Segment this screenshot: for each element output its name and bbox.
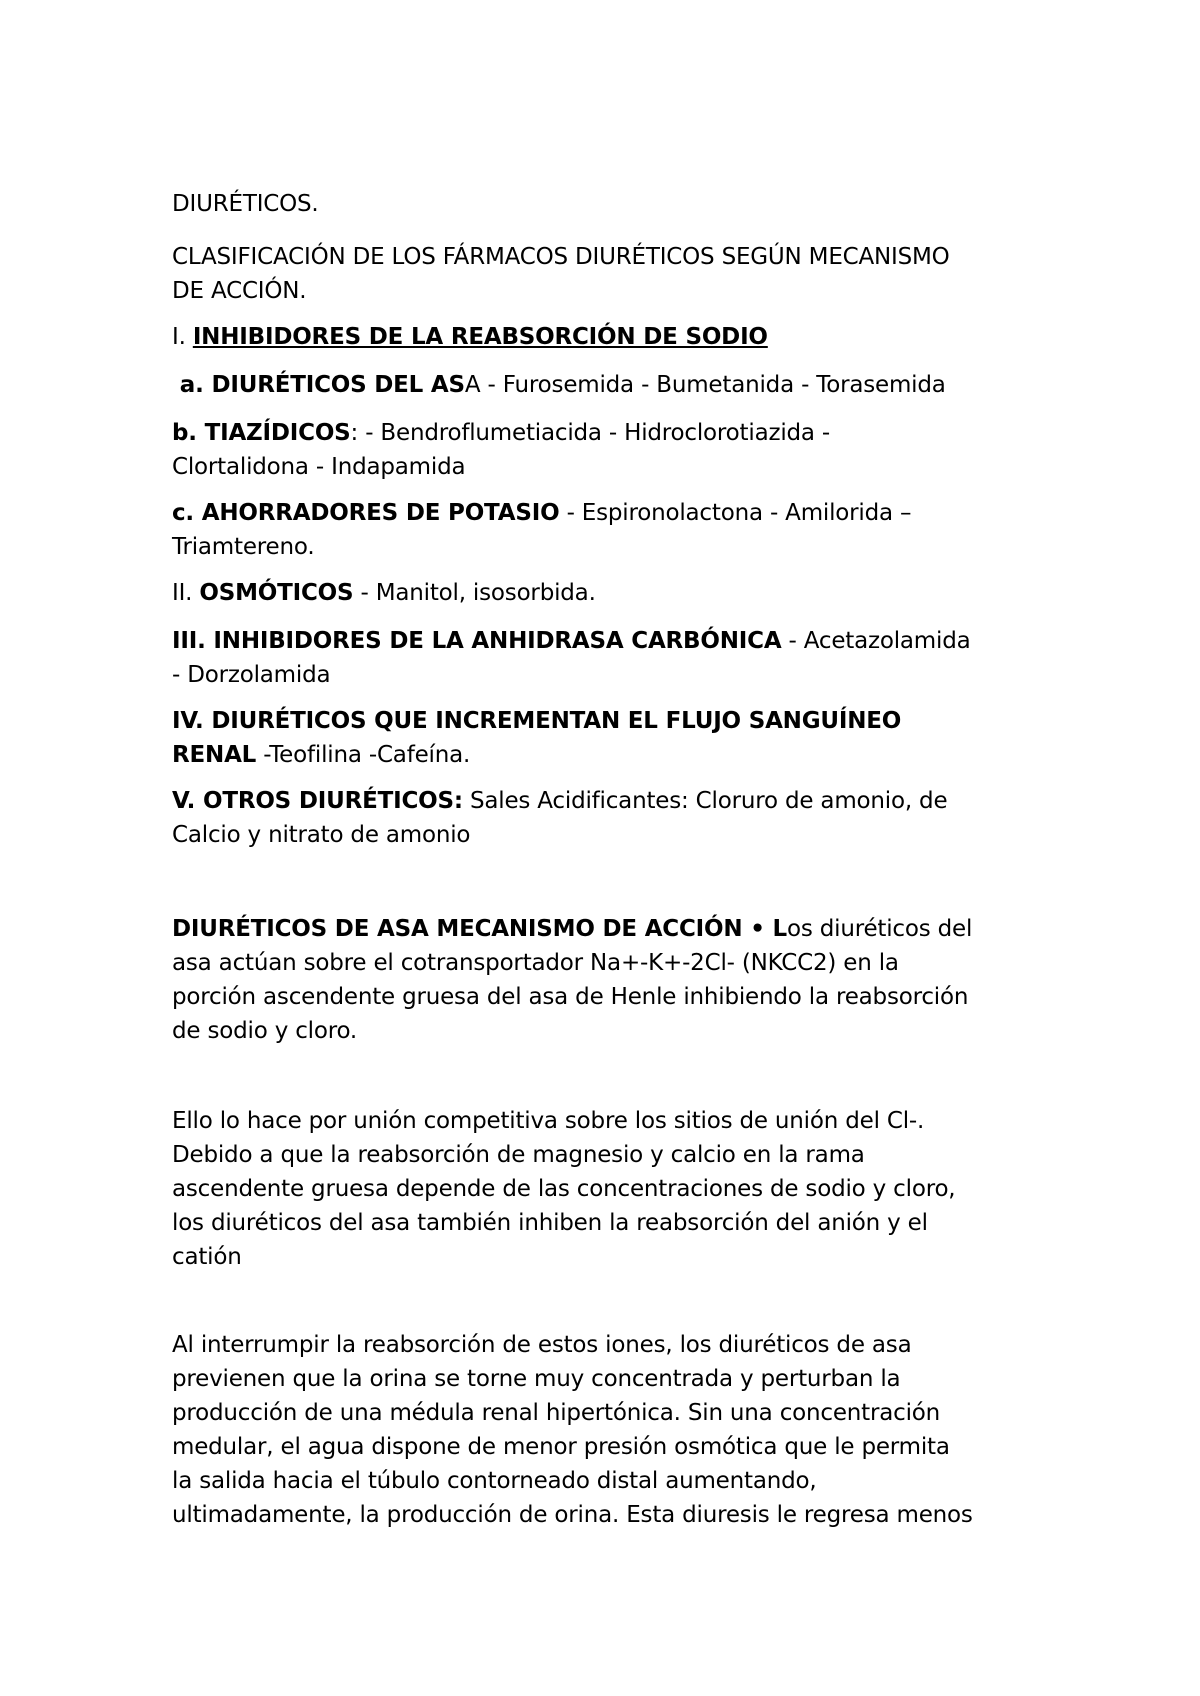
- item-b-thiazides: [172, 416, 1052, 484]
- section-4-title-line-2: RENAL: [172, 742, 257, 768]
- paragraph-2-line: ascendente gruesa depende de las concentraciones de sodio y cloro,: [172, 1176, 956, 1202]
- paragraph-2-line: Debido a que la reabsorción de magnesio y calcio en la rama: [172, 1142, 865, 1168]
- document-title: [172, 187, 1052, 221]
- item-b-label: b. TIAZÍDICOS: [172, 420, 351, 446]
- paragraph-2-line: catión: [172, 1244, 242, 1270]
- item-b-drugs: : - Bendroflumetiacida - Hidroclorotiazida -: [350, 420, 831, 446]
- section-3-carbonic-anhydrase: [172, 624, 1052, 692]
- section-3-drugs: - Acetazolamida: [781, 628, 971, 654]
- section-3-drugs-line-2: - Dorzolamida: [172, 662, 331, 688]
- section-2-drugs: - Manitol, isosorbida.: [353, 580, 596, 606]
- paragraph-3-line: la salida hacia el túbulo contorneado distal aumentando,: [172, 1468, 817, 1494]
- section-2-title: OSMÓTICOS: [199, 580, 354, 606]
- paragraph-3-line: Al interrumpir la reabsorción de estos iones, los diuréticos de asa: [172, 1332, 912, 1358]
- section-5-other: [172, 784, 1052, 852]
- section-5-text: Sales Acidificantes: Cloruro de amonio, de: [462, 788, 948, 814]
- item-a-label: a. DIURÉTICOS DEL AS: [172, 372, 465, 398]
- section-3-title: III. INHIBIDORES DE LA ANHIDRASA CARBÓNICA: [172, 628, 782, 654]
- mechanism-line-3: porción ascendente gruesa del asa de Henle inhibiendo la reabsorción: [172, 984, 969, 1010]
- section-1-number: I.: [172, 324, 193, 350]
- paragraph-3: [172, 1328, 1052, 1532]
- mechanism-heading: DIURÉTICOS DE ASA MECANISMO DE ACCIÓN • L: [172, 916, 787, 942]
- section-1-title: INHIBIDORES DE LA REABSORCIÓN DE SODIO: [192, 324, 768, 350]
- paragraph-3-line: previenen que la orina se torne muy concentrada y perturban la: [172, 1366, 901, 1392]
- section-1-heading: [172, 320, 1052, 354]
- mechanism-line-2: asa actúan sobre el cotransportador Na+-K+-2Cl- (NKCC2) en la: [172, 950, 899, 976]
- paragraph-3-line: producción de una médula renal hipertónica. Sin una concentración: [172, 1400, 941, 1426]
- item-a-loop-diuretics: [172, 368, 1052, 402]
- classification-heading-line-2: DE ACCIÓN.: [172, 278, 307, 304]
- section-2-number: II.: [172, 580, 200, 606]
- item-c-drugs-line-2: Triamtereno.: [172, 534, 315, 560]
- mechanism-line-1: os diuréticos del: [786, 916, 973, 942]
- title-text: DIURÉTICOS.: [172, 191, 319, 217]
- item-c-label: c. AHORRADORES DE POTASIO: [172, 500, 560, 526]
- section-5-title: V. OTROS DIURÉTICOS:: [172, 788, 463, 814]
- paragraph-2-line: los diuréticos del asa también inhiben la reabsorción del anión y el: [172, 1210, 928, 1236]
- paragraph-2-line: Ello lo hace por unión competitiva sobre los sitios de unión del Cl-.: [172, 1108, 925, 1134]
- section-5-text-line-2: Calcio y nitrato de amonio: [172, 822, 471, 848]
- paragraph-3-line: ultimadamente, la producción de orina. Esta diuresis le regresa menos: [172, 1502, 973, 1528]
- section-4-drugs: -Teofilina -Cafeína.: [256, 742, 471, 768]
- item-a-drugs: A - Furosemida - Bumetanida - Torasemida: [464, 372, 946, 398]
- item-c-drugs: - Espironolactona - Amilorida –: [559, 500, 912, 526]
- classification-heading: [172, 240, 1052, 308]
- item-c-potassium-sparing: [172, 496, 1052, 564]
- section-2-osmotic: [172, 576, 1052, 610]
- section-4-title-line-1: IV. DIURÉTICOS QUE INCREMENTAN EL FLUJO SANGUÍNEO: [172, 708, 902, 734]
- document-page: [172, 0, 1052, 1696]
- paragraph-3-line: medular, el agua dispone de menor presión osmótica que le permita: [172, 1434, 950, 1460]
- classification-heading-line-1: CLASIFICACIÓN DE LOS FÁRMACOS DIURÉTICOS SEGÚN MECANISMO: [172, 244, 950, 270]
- mechanism-paragraph: [172, 912, 1052, 1048]
- mechanism-line-4: de sodio y cloro.: [172, 1018, 358, 1044]
- paragraph-2: [172, 1104, 1052, 1274]
- section-4-renal-flow: [172, 704, 1052, 772]
- item-b-drugs-line-2: Clortalidona - Indapamida: [172, 454, 466, 480]
